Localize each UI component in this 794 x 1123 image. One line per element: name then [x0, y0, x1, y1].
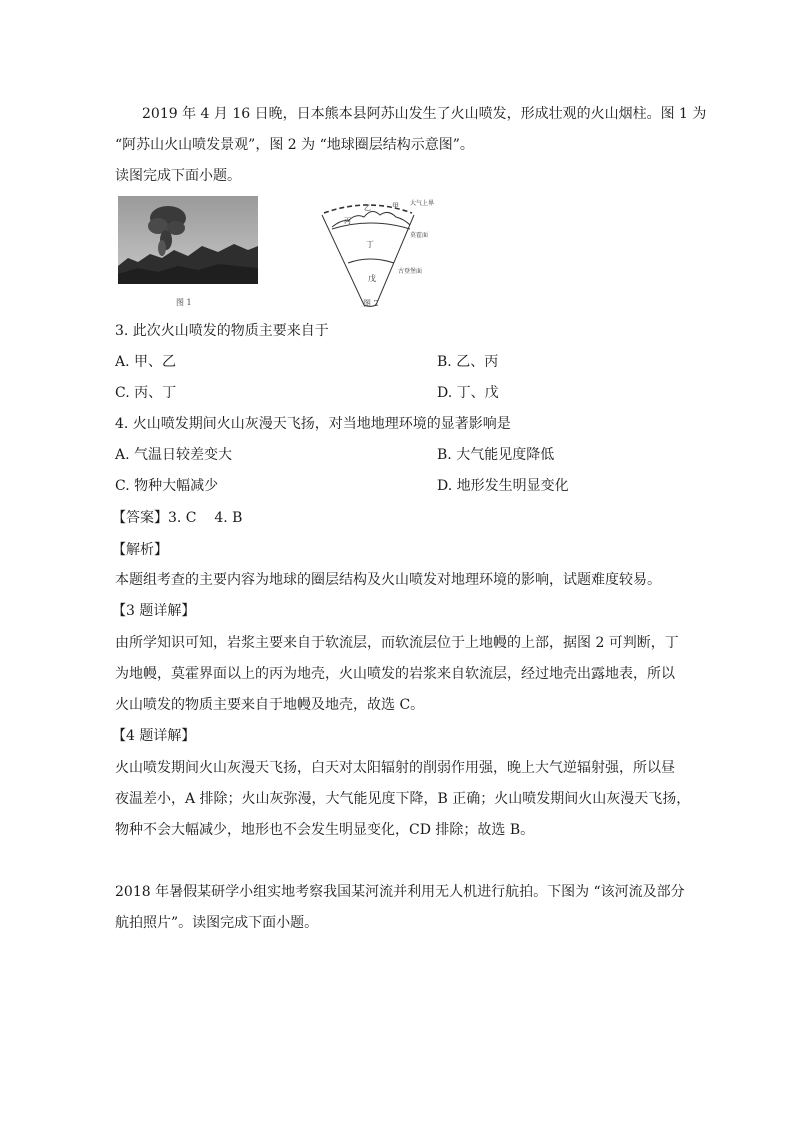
analysis-label: 【解析】: [112, 542, 168, 558]
q4-option-a: A. 气温日较差变大: [115, 447, 233, 463]
detail4-line-3: 物种不会大幅减少，地形也不会发生明显变化，CD 排除；故选 B。: [115, 822, 535, 838]
q3-option-a: A. 甲、乙: [115, 354, 177, 370]
detail3-label: 【3 题详解】: [112, 603, 196, 619]
q3-option-d: D. 丁、戊: [437, 385, 499, 401]
q4-option-c: C. 物种大幅减少: [115, 478, 219, 494]
detail4-line-1: 火山喷发期间火山灰漫天飞扬，白天对太阳辐射的削弱作用强，晚上大气逆辐射强，所以昼: [115, 760, 675, 776]
label-ding: 丁: [366, 240, 374, 249]
answer-label: 【答案】: [112, 510, 168, 526]
intro-line-1: 2019 年 4 月 16 日晚，日本熊本县阿苏山发生了火山喷发，形成壮观的火山烟柱。图 1 为: [142, 106, 707, 122]
q3-option-b: B. 乙、丙: [437, 354, 499, 370]
label-yi: 乙: [364, 204, 371, 212]
label-atmosphere-upper: 大气上界: [410, 200, 435, 207]
analysis-text: 本题组考查的主要内容为地球的圈层结构及火山喷发对地理环境的影响，试题难度较易。: [115, 572, 661, 588]
earth-layers-diagram: [318, 193, 440, 313]
answer-value: 3. C 4. B: [168, 510, 243, 526]
detail4-line-2: 夜温差小，A 排除；火山灰弥漫，大气能见度下降，B 正确；火山喷发期间火山灰漫天飞扬，: [115, 791, 691, 807]
label-bing: 丙: [344, 217, 351, 225]
intro-line-3: 读图完成下面小题。: [115, 168, 241, 184]
q4-stem: 4. 火山喷发期间火山灰漫天飞扬，对当地地理环境的显著影响是: [115, 416, 511, 432]
volcano-photo-figure: [118, 196, 258, 296]
next-intro-line-2: 航拍照片”。读图完成下面小题。: [115, 915, 319, 931]
label-gutenberg: 古登堡面: [398, 268, 423, 275]
detail3-line-2: 为地幔，莫霍界面以上的丙为地壳，火山喷发的岩浆来自软流层，经过地壳出露地表，所以: [115, 666, 675, 682]
label-jia: 甲: [392, 202, 399, 210]
label-wu: 戊: [368, 274, 376, 283]
next-intro-line-1: 2018 年暑假某研学小组实地考察我国某河流并利用无人机进行航拍。下图为 “该河流及部分: [115, 884, 685, 900]
q3-stem: 3. 此次火山喷发的物质主要来自于: [115, 323, 329, 339]
figure2-caption: 图 2: [363, 299, 379, 308]
q4-option-d: D. 地形发生明显变化: [437, 478, 569, 494]
answer-line: [112, 508, 242, 528]
intro-line-2: “阿苏山火山喷发景观”，图 2 为 “地球圈层结构示意图”。: [115, 137, 474, 153]
detail3-line-1: 由所学知识可知，岩浆主要来自于软流层，而软流层位于上地幔的上部，据图 2 可判断，丁: [115, 635, 679, 651]
figure1-caption: 图 1: [176, 298, 192, 307]
gutenberg-line: [348, 259, 394, 263]
detail3-line-3: 火山喷发的物质主要来自于地幔及地壳，故选 C。: [115, 697, 425, 713]
q4-option-b: B. 大气能见度降低: [437, 447, 555, 463]
label-moho: 莫霍面: [410, 232, 429, 239]
q3-option-c: C. 丙、丁: [115, 385, 177, 401]
detail4-label: 【4 题详解】: [112, 728, 196, 744]
